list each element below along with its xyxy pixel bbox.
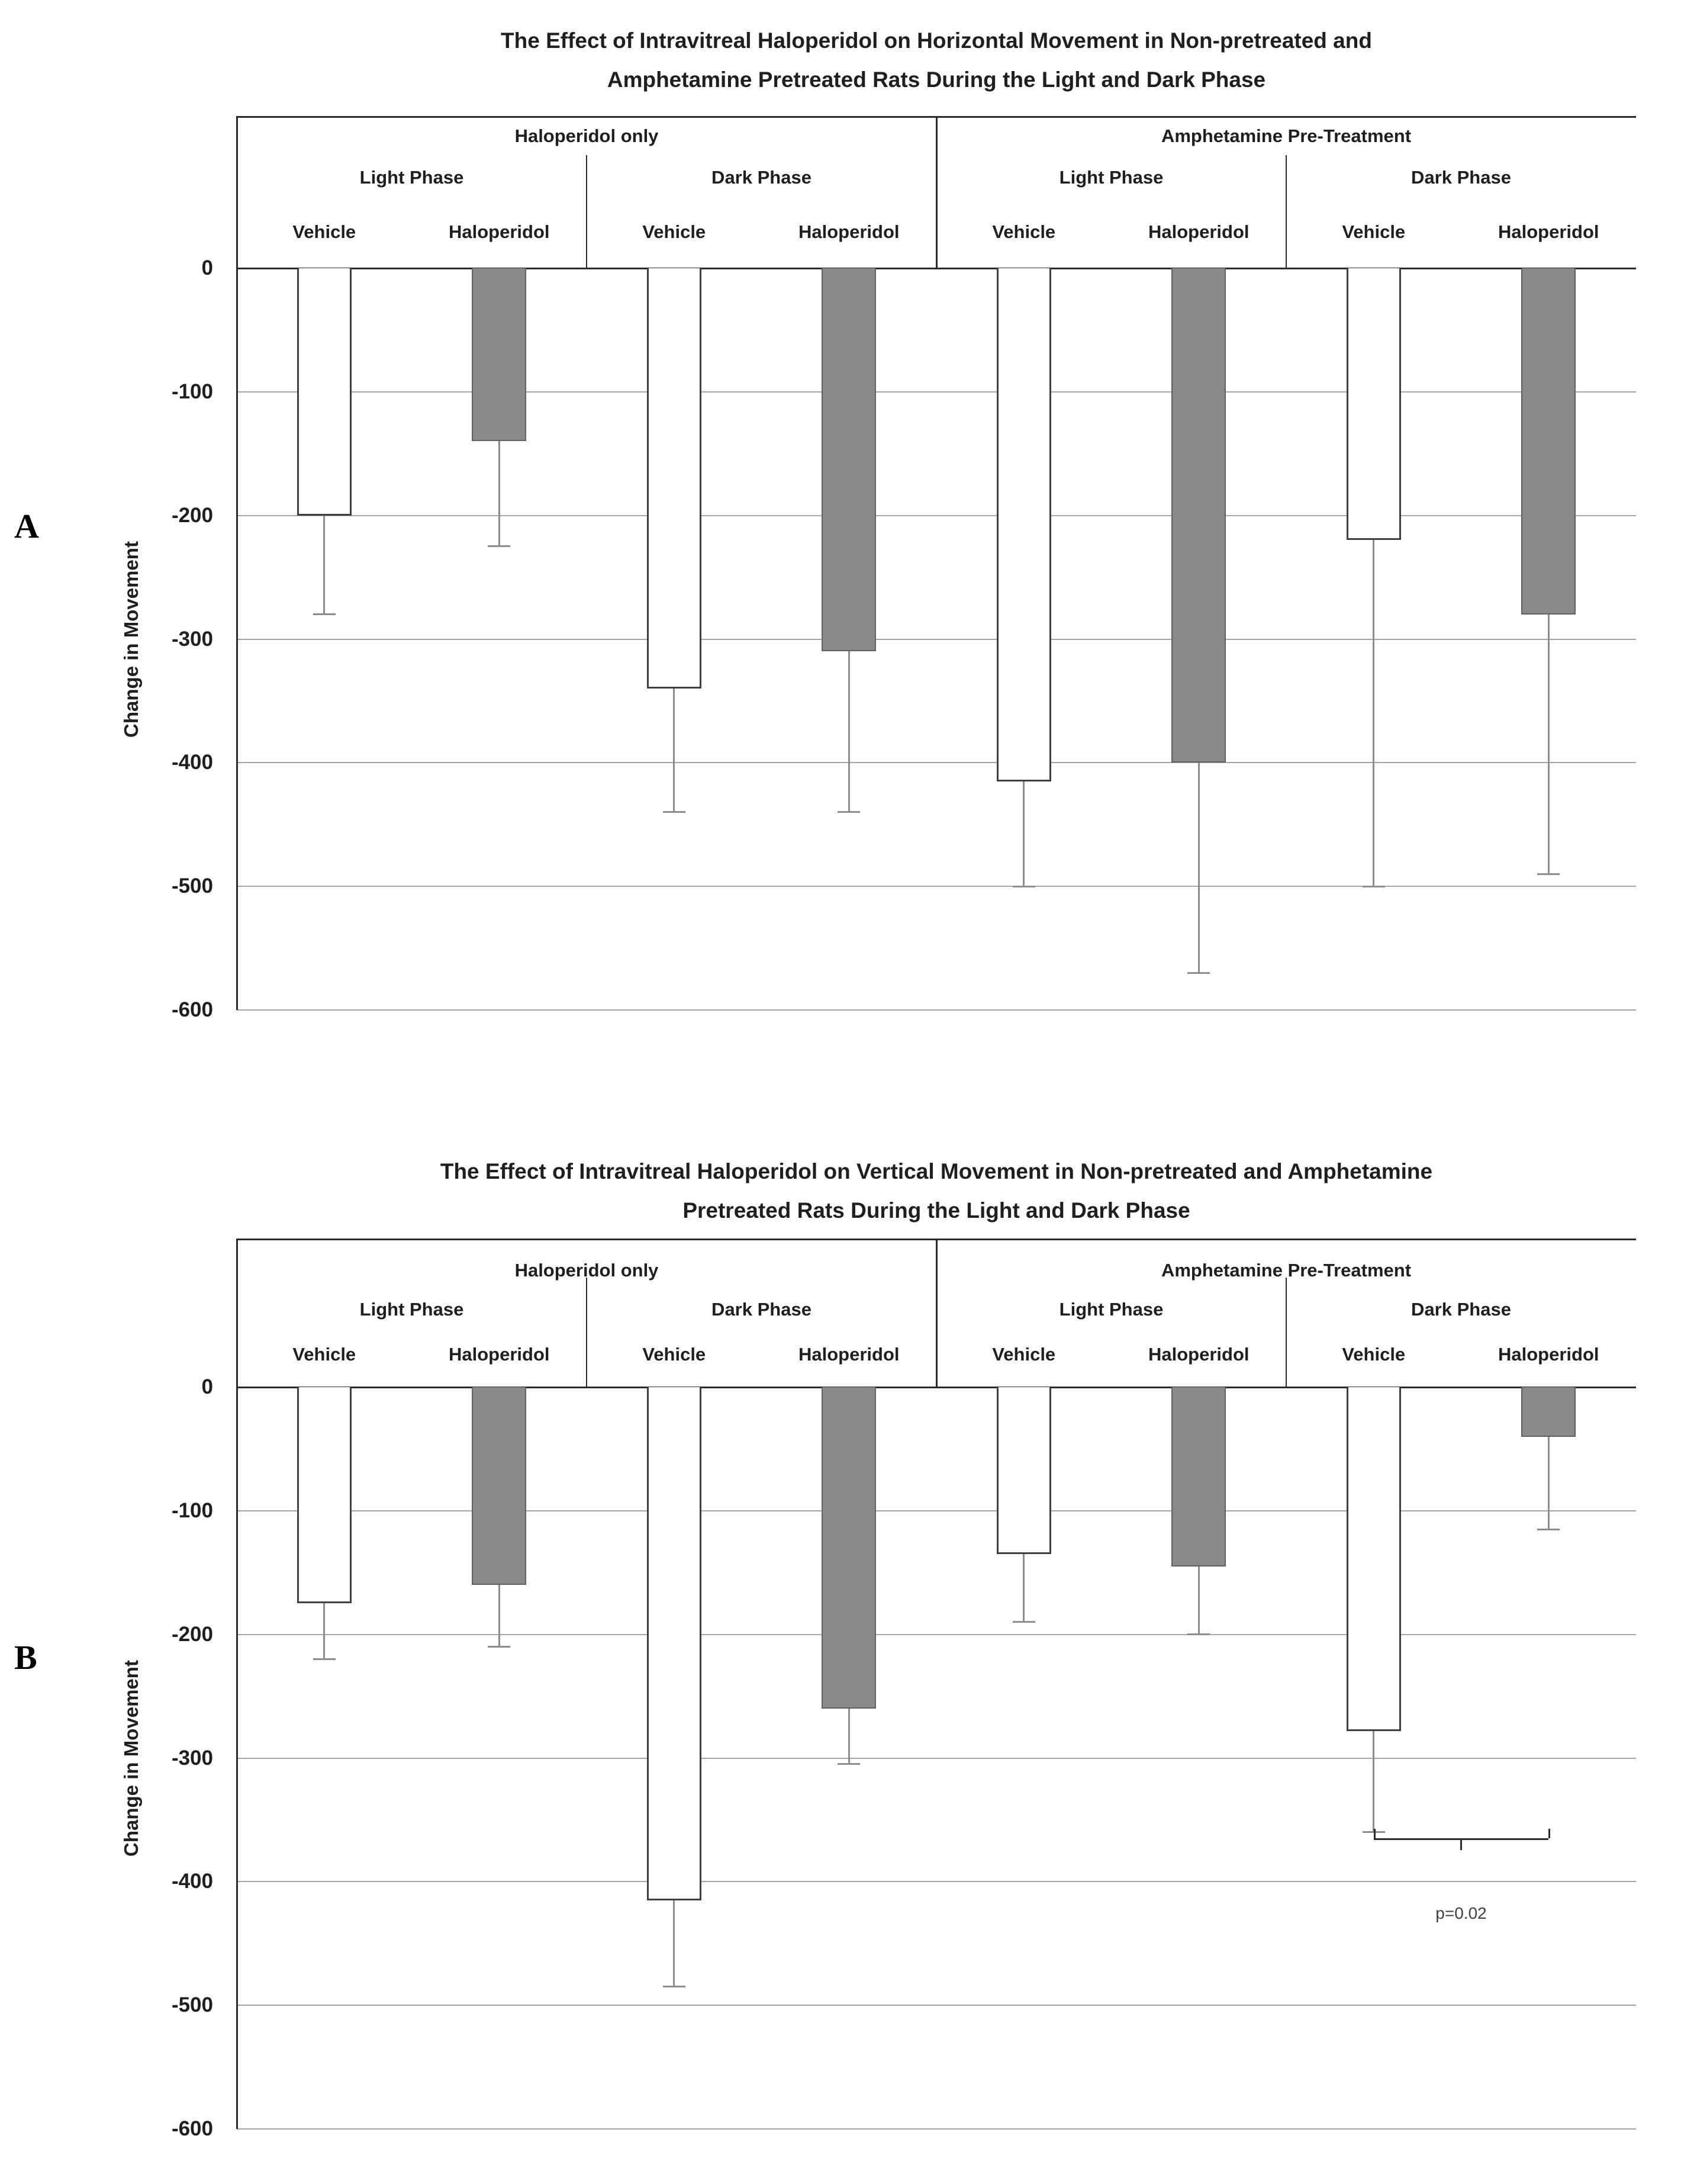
- panel-label-b: B: [14, 1638, 37, 1677]
- error-bar-line: [848, 1709, 850, 1764]
- group-header-label: Haloperidol only: [514, 126, 659, 146]
- vehicle-bar: [997, 1387, 1051, 1554]
- phase-header-label: Dark Phase: [711, 167, 811, 188]
- bar-column-label: Vehicle: [992, 221, 1056, 242]
- bar-column-label: Vehicle: [292, 1344, 356, 1365]
- error-bar-cap: [1013, 1621, 1035, 1623]
- chart-b-title: [237, 1152, 1636, 1230]
- y-tick-label: -500: [171, 1993, 213, 2017]
- chart-a-title-line-1: The Effect of Intravitreal Haloperidol on Horizontal Movement in Non-pretreated and: [501, 28, 1372, 53]
- bar-column-label: Haloperidol: [1498, 221, 1599, 242]
- y-tick-label: -400: [171, 751, 213, 774]
- gridline: [237, 391, 1636, 393]
- vehicle-bar: [297, 268, 352, 516]
- gridline: [237, 1758, 1636, 1759]
- error-bar-line: [1548, 615, 1550, 874]
- panel-label-a: A: [14, 507, 39, 545]
- group-divider-line: [936, 116, 938, 268]
- bar-column-label: Vehicle: [1342, 221, 1406, 242]
- y-tick-label: 0: [201, 1375, 213, 1398]
- bar-column-label: Vehicle: [642, 221, 706, 242]
- phase-header-label: Dark Phase: [711, 1299, 811, 1320]
- error-bar-cap: [663, 811, 685, 813]
- phase-header-label: Light Phase: [359, 167, 464, 188]
- error-bar-line: [673, 1900, 675, 1987]
- haloperidol-bar: [822, 1387, 876, 1709]
- error-bar-cap: [488, 1646, 510, 1648]
- y-axis-line: [236, 116, 238, 1010]
- gridline: [237, 2005, 1636, 2006]
- chart-b-title-line-2: Pretreated Rats During the Light and Dark Phase: [682, 1198, 1190, 1223]
- y-tick-label: -100: [171, 1498, 213, 1522]
- error-bar-cap: [1013, 886, 1035, 887]
- chart-b-title-line-1: The Effect of Intravitreal Haloperidol on Vertical Movement in Non-pretreated and Amphetamine: [440, 1159, 1433, 1183]
- bar-column-label: Haloperidol: [1148, 221, 1250, 242]
- gridline: [237, 2128, 1636, 2130]
- vehicle-bar: [997, 268, 1051, 781]
- bar-column-label: Vehicle: [292, 221, 356, 242]
- y-tick-label: -300: [171, 1746, 213, 1770]
- y-tick-label: -100: [171, 379, 213, 403]
- gridline: [237, 886, 1636, 887]
- chart-a-title-line-2: Amphetamine Pretreated Rats During the Light and Dark Phase: [607, 67, 1266, 92]
- vehicle-bar: [297, 1387, 352, 1603]
- bar-column-label: Vehicle: [642, 1344, 706, 1365]
- y-axis-title: Change in Movement: [120, 541, 142, 738]
- bar-column-label: Vehicle: [1342, 1344, 1406, 1365]
- phase-divider-line: [586, 155, 587, 268]
- chart-a-title: [237, 21, 1636, 99]
- significance-bracket-end-tick: [1374, 1829, 1376, 1838]
- phase-divider-line: [1286, 155, 1287, 268]
- error-bar-cap: [1537, 1529, 1560, 1530]
- error-bar-cap: [1537, 873, 1560, 875]
- bar-column-label: Vehicle: [992, 1344, 1056, 1365]
- phase-header-label: Dark Phase: [1411, 1299, 1511, 1320]
- y-tick-label: -400: [171, 1870, 213, 1893]
- gridline: [237, 762, 1636, 763]
- y-axis-title: Change in Movement: [120, 1659, 142, 1857]
- phase-header-label: Light Phase: [359, 1299, 464, 1320]
- haloperidol-bar: [472, 268, 526, 441]
- group-divider-line: [936, 1239, 938, 1387]
- phase-header-label: Light Phase: [1059, 167, 1164, 188]
- gridline: [237, 1881, 1636, 1882]
- error-bar-cap: [1363, 886, 1385, 887]
- bar-column-label: Haloperidol: [1498, 1344, 1599, 1365]
- group-header-label: Haloperidol only: [514, 1260, 659, 1281]
- p-value-label: p=0.02: [1435, 1903, 1487, 1922]
- haloperidol-bar: [1171, 268, 1226, 763]
- phase-divider-line: [586, 1278, 587, 1387]
- vehicle-bar: [647, 1387, 701, 1900]
- error-bar-cap: [838, 1763, 860, 1765]
- gridline: [237, 1510, 1636, 1511]
- error-bar-line: [1023, 781, 1025, 887]
- y-tick-label: -300: [171, 627, 213, 651]
- error-bar-cap: [313, 1658, 336, 1660]
- bar-column-label: Haloperidol: [798, 221, 900, 242]
- bar-column-label: Haloperidol: [1148, 1344, 1250, 1365]
- error-bar-cap: [663, 1986, 685, 1987]
- bar-column-label: Haloperidol: [798, 1344, 900, 1365]
- error-bar-line: [848, 651, 850, 812]
- haloperidol-bar: [822, 268, 876, 651]
- gridline: [237, 1009, 1636, 1011]
- y-axis-line: [236, 1239, 238, 2129]
- phase-header-label: Dark Phase: [1411, 167, 1511, 188]
- gridline: [237, 639, 1636, 640]
- error-bar-cap: [488, 545, 510, 547]
- significance-bracket-end-tick: [1548, 1829, 1550, 1838]
- bar-column-label: Haloperidol: [448, 1344, 550, 1365]
- phase-header-label: Light Phase: [1059, 1299, 1164, 1320]
- y-tick-label: -600: [171, 998, 213, 1021]
- haloperidol-bar: [472, 1387, 526, 1585]
- error-bar-line: [498, 441, 500, 546]
- haloperidol-bar: [1521, 268, 1576, 615]
- group-header-label: Amphetamine Pre-Treatment: [1161, 1260, 1412, 1281]
- vehicle-bar: [647, 268, 701, 689]
- error-bar-line: [1198, 1567, 1200, 1635]
- significance-bracket-center-tick: [1460, 1838, 1462, 1850]
- y-tick-label: -600: [171, 2117, 213, 2140]
- error-bar-line: [1548, 1437, 1550, 1530]
- gridline: [237, 1634, 1636, 1635]
- error-bar-line: [1373, 1731, 1374, 1832]
- error-bar-line: [673, 689, 675, 812]
- error-bar-line: [498, 1585, 500, 1646]
- y-tick-label: 0: [201, 256, 213, 279]
- error-bar-cap: [838, 811, 860, 813]
- error-bar-line: [1023, 1554, 1025, 1622]
- haloperidol-bar: [1521, 1387, 1576, 1437]
- error-bar-cap: [1187, 972, 1210, 974]
- bar-column-label: Haloperidol: [448, 221, 550, 242]
- error-bar-line: [1373, 540, 1374, 886]
- y-tick-label: -200: [171, 1622, 213, 1646]
- vehicle-bar: [1347, 268, 1401, 540]
- error-bar-line: [323, 516, 325, 615]
- group-header-label: Amphetamine Pre-Treatment: [1161, 126, 1412, 146]
- error-bar-line: [1198, 763, 1200, 973]
- error-bar-line: [323, 1603, 325, 1659]
- phase-divider-line: [1286, 1278, 1287, 1387]
- y-tick-label: -500: [171, 874, 213, 898]
- haloperidol-bar: [1171, 1387, 1226, 1567]
- gridline: [237, 515, 1636, 516]
- error-bar-cap: [1187, 1633, 1210, 1635]
- y-tick-label: -200: [171, 503, 213, 527]
- vehicle-bar: [1347, 1387, 1401, 1731]
- error-bar-cap: [313, 613, 336, 615]
